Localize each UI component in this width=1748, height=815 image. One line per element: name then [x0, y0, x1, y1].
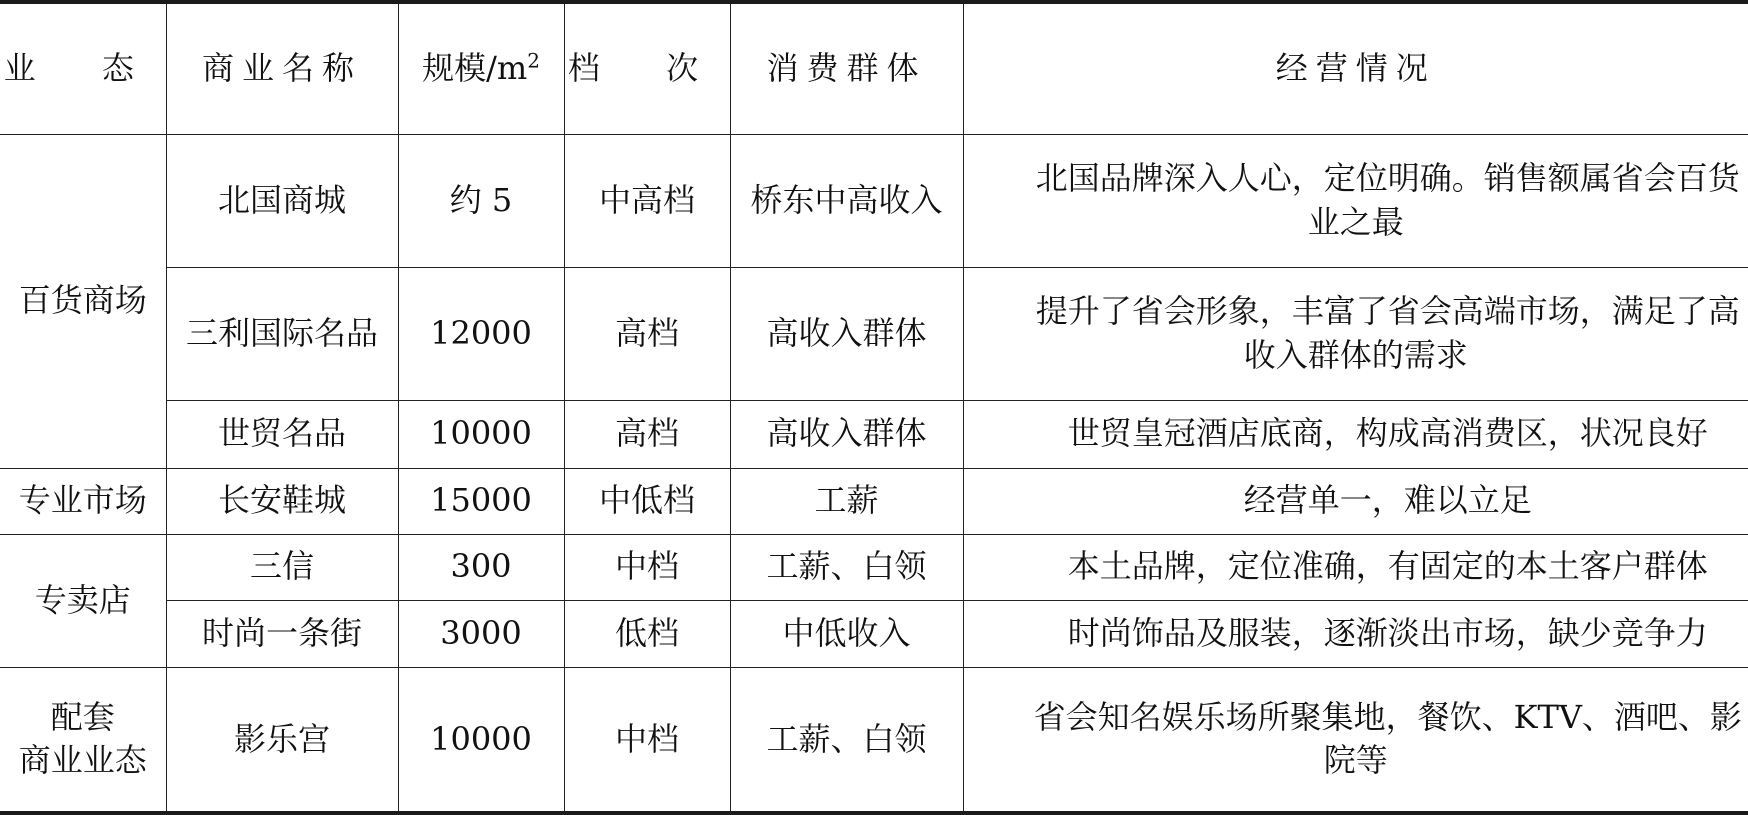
cell-name: 时尚一条街: [166, 600, 398, 667]
cell-status: 本土品牌，定位准确，有固定的本土客户群体: [963, 534, 1748, 600]
cell-scale: 15000: [398, 468, 564, 534]
header-status: 经营情况: [963, 2, 1748, 134]
header-row: [0, 2, 1748, 134]
header-scale: [398, 2, 564, 134]
cell-name: 影乐宫: [166, 667, 398, 813]
cell-name: 北国商城: [166, 134, 398, 267]
group-specialty-store: 专卖店: [0, 534, 166, 667]
cell-scale: 约 5: [398, 134, 564, 267]
cell-name: 三信: [166, 534, 398, 600]
header-scale-text: 规模/m: [422, 49, 528, 88]
cell-status: 经营单一，难以立足: [963, 468, 1748, 534]
table-row: [0, 667, 1748, 813]
cell-scale: 12000: [398, 267, 564, 400]
cell-name: 三利国际名品: [166, 267, 398, 400]
table-row: [0, 600, 1748, 667]
header-scale-exponent: 2: [527, 48, 540, 73]
cell-status: 提升了省会形象，丰富了省会高端市场，满足了高收入群体的需求: [963, 267, 1748, 400]
cell-scale: 10000: [398, 400, 564, 468]
cell-status: 世贸皇冠酒店底商，构成高消费区，状况良好: [963, 400, 1748, 468]
cell-scale: 300: [398, 534, 564, 600]
cell-group: 高收入群体: [730, 267, 963, 400]
group-specialty-market: 专业市场: [0, 468, 166, 534]
cell-grade: 中高档: [564, 134, 730, 267]
cell-group: 工薪、白领: [730, 534, 963, 600]
cell-name: 长安鞋城: [166, 468, 398, 534]
group-supporting: [0, 667, 166, 813]
cell-name: 世贸名品: [166, 400, 398, 468]
table-row: [0, 400, 1748, 468]
table-row: [0, 267, 1748, 400]
cell-grade: 中低档: [564, 468, 730, 534]
table-row: [0, 134, 1748, 267]
cell-scale: 3000: [398, 600, 564, 667]
header-format: 业 态: [0, 2, 166, 134]
cell-status: 时尚饰品及服装，逐渐淡出市场，缺少竞争力: [963, 600, 1748, 667]
cell-grade: 中档: [564, 667, 730, 813]
cell-grade: 低档: [564, 600, 730, 667]
cell-grade: 中档: [564, 534, 730, 600]
header-grade: 档 次: [564, 2, 730, 134]
cell-group: 高收入群体: [730, 400, 963, 468]
header-name: 商业名称: [166, 2, 398, 134]
table-row: [0, 534, 1748, 600]
cell-status: 省会知名娱乐场所聚集地，餐饮、KTV、酒吧、影院等: [963, 667, 1748, 813]
header-group: 消费群体: [730, 2, 963, 134]
group-supporting-line1: 配套: [50, 698, 115, 737]
group-department: 百货商场: [0, 134, 166, 468]
cell-group: 工薪、白领: [730, 667, 963, 813]
cell-status: 北国品牌深入人心，定位明确。销售额属省会百货业之最: [963, 134, 1748, 267]
table-row: [0, 468, 1748, 534]
cell-group: 中低收入: [730, 600, 963, 667]
cell-group: 工薪: [730, 468, 963, 534]
cell-group: 桥东中高收入: [730, 134, 963, 267]
cell-scale: 10000: [398, 667, 564, 813]
group-supporting-line2: 商业业态: [18, 741, 147, 780]
cell-grade: 高档: [564, 400, 730, 468]
cell-grade: 高档: [564, 267, 730, 400]
